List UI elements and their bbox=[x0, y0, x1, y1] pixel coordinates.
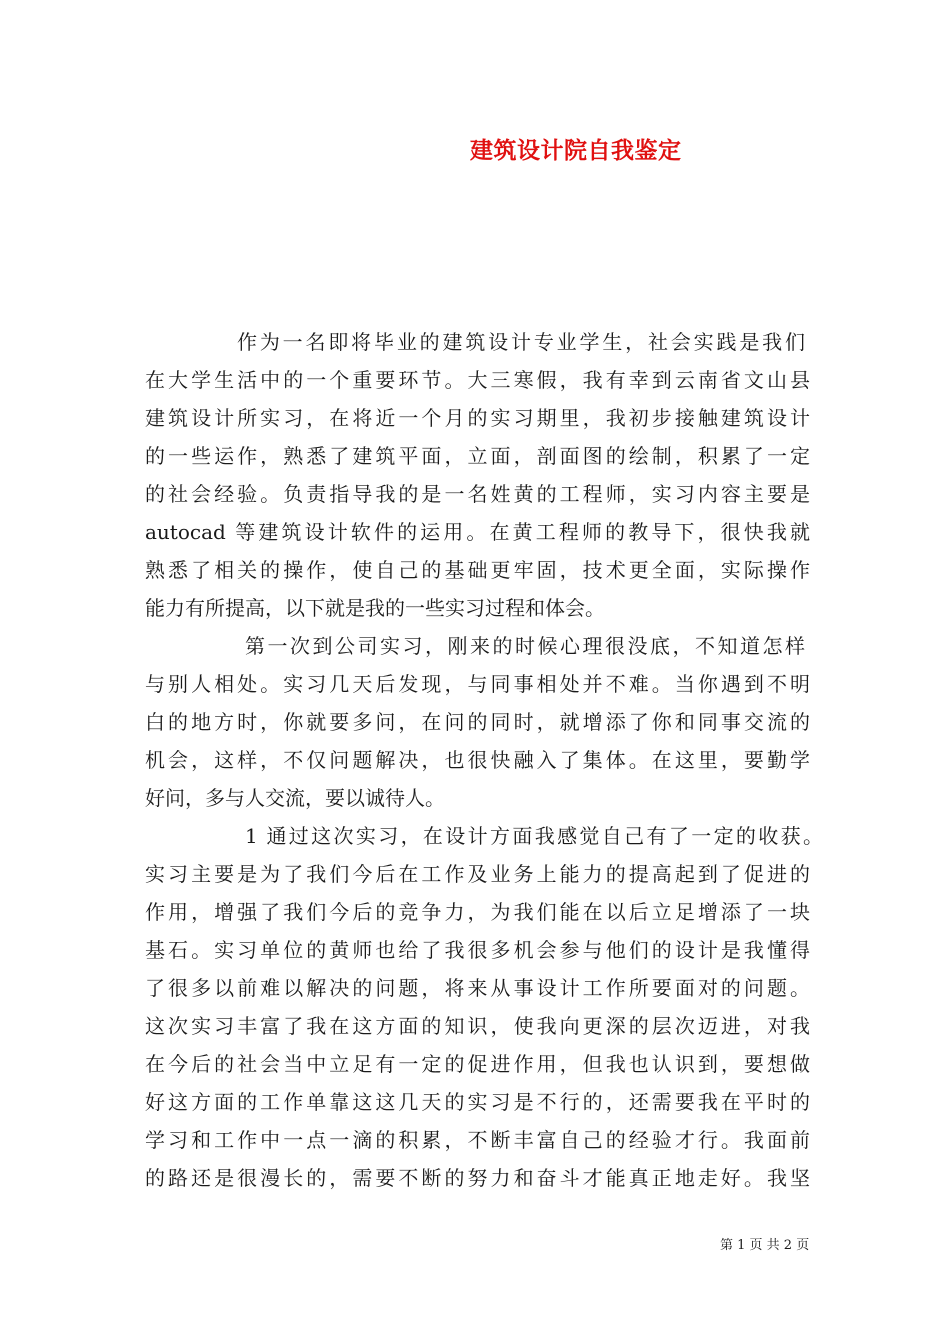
paragraph-1-line-6: autocad 等建筑设计软件的运用。在黄工程师的教导下，很快我就 bbox=[145, 520, 810, 544]
paragraph-2-line-5: 好问，多与人交流，要以诚待人。 bbox=[145, 786, 445, 810]
paragraph-3-line-4: 基石。实习单位的黄师也给了我很多机会参与他们的设计是我懂得 bbox=[145, 938, 810, 962]
document-title: 建筑设计院自我鉴定 bbox=[470, 137, 682, 164]
paragraph-3-line-2: 实习主要是为了我们今后在工作及业务上能力的提高起到了促进的 bbox=[145, 862, 810, 886]
paragraph-3-line-5: 了很多以前难以解决的问题，将来从事设计工作所要面对的问题。 bbox=[145, 976, 810, 1000]
paragraph-2-line-2: 与别人相处。实习几天后发现，与同事相处并不难。当你遇到不明 bbox=[145, 672, 810, 696]
page-number-footer: 第 1 页 共 2 页 bbox=[720, 1238, 810, 1253]
paragraph-2-line-4: 机会，这样，不仅问题解决，也很快融入了集体。在这里，要勤学 bbox=[145, 748, 810, 772]
paragraph-1-line-5: 的社会经验。负责指导我的是一名姓黄的工程师，实习内容主要是 bbox=[145, 482, 810, 506]
paragraph-1-line-7: 熟悉了相关的操作，使自己的基础更牢固，技术更全面，实际操作 bbox=[145, 558, 810, 582]
paragraph-3-line-3: 作用，增强了我们今后的竞争力，为我们能在以后立足增添了一块 bbox=[145, 900, 810, 924]
paragraph-3-line-1: 1 通过这次实习，在设计方面我感觉自己有了一定的收获。 bbox=[245, 824, 823, 848]
paragraph-1-line-3: 建筑设计所实习，在将近一个月的实习期里，我初步接触建筑设计 bbox=[145, 406, 810, 430]
paragraph-3-line-10: 的路还是很漫长的，需要不断的努力和奋斗才能真正地走好。我坚 bbox=[145, 1166, 810, 1190]
paragraph-1-line-8: 能力有所提高，以下就是我的一些实习过程和体会。 bbox=[145, 596, 605, 620]
paragraph-2-line-3: 白的地方时，你就要多问，在问的同时，就增添了你和同事交流的 bbox=[145, 710, 810, 734]
paragraph-3-line-6: 这次实习丰富了我在这方面的知识，使我向更深的层次迈进，对我 bbox=[145, 1014, 810, 1038]
paragraph-3-line-8: 好这方面的工作单靠这这几天的实习是不行的，还需要我在平时的 bbox=[145, 1090, 810, 1114]
paragraph-1-line-4: 的一些运作，熟悉了建筑平面，立面，剖面图的绘制，积累了一定 bbox=[145, 444, 810, 468]
paragraph-2-line-1: 第一次到公司实习，刚来的时候心理很没底，不知道怎样 bbox=[245, 634, 805, 658]
paragraph-3-line-9: 学习和工作中一点一滴的积累，不断丰富自己的经验才行。我面前 bbox=[145, 1128, 810, 1152]
paragraph-3-line-7: 在今后的社会当中立足有一定的促进作用，但我也认识到，要想做 bbox=[145, 1052, 810, 1076]
paragraph-1-line-1: 作为一名即将毕业的建筑设计专业学生，社会实践是我们 bbox=[237, 330, 805, 354]
paragraph-1-line-2: 在大学生活中的一个重要环节。大三寒假，我有幸到云南省文山县 bbox=[145, 368, 810, 392]
